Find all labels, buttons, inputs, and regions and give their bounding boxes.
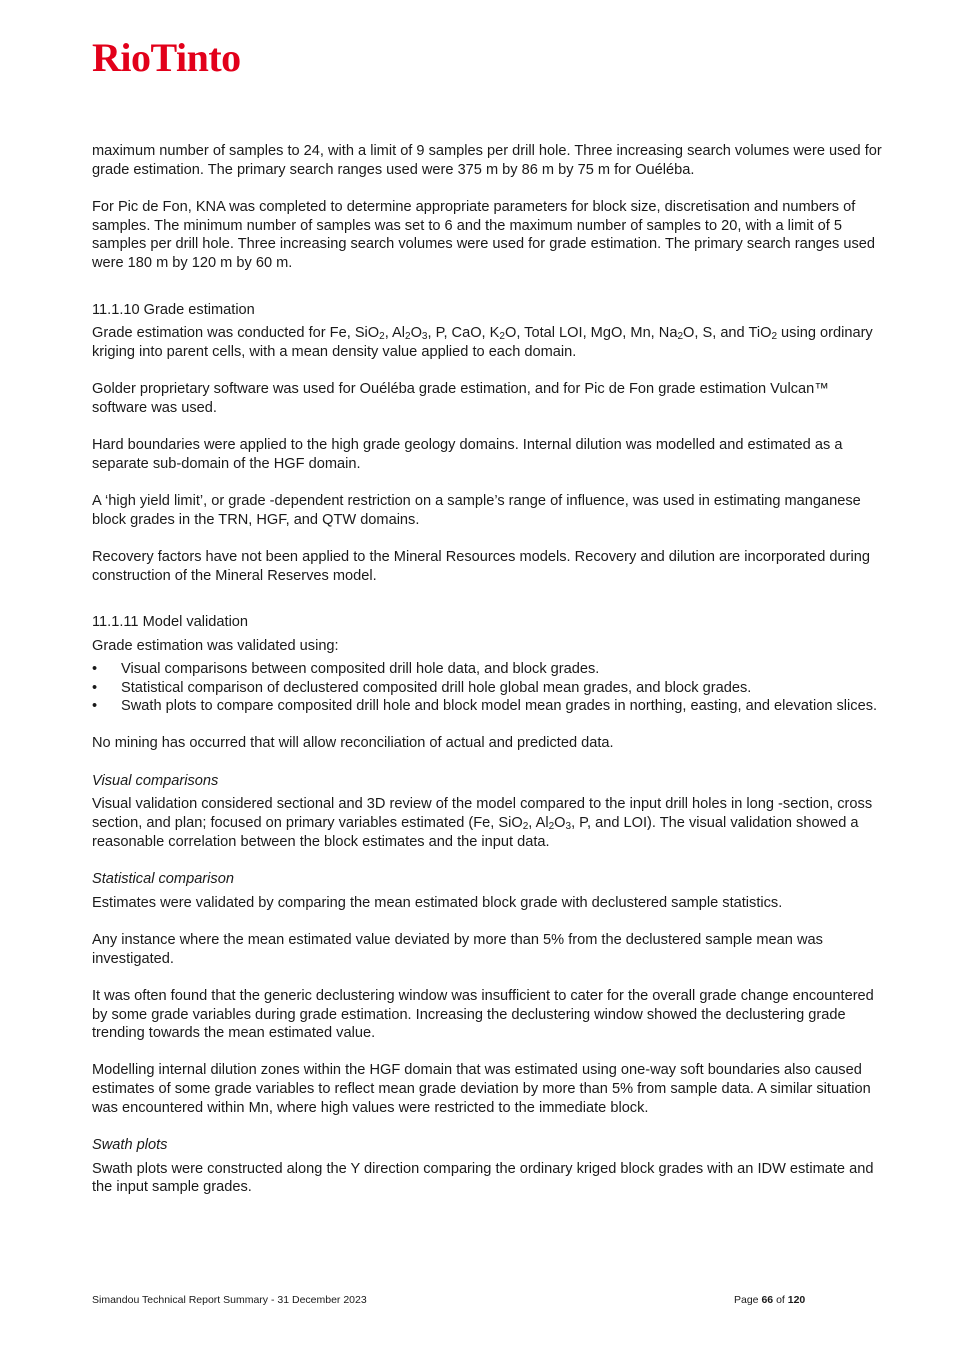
- subscript: 3: [421, 331, 428, 343]
- text-run: O: [554, 815, 566, 832]
- grade-estimation-paragraph-2: Golder proprietary software was used for Ouéléba grade estimation, and for Pic de Fon grade estimation Vulcan™ software was used.: [92, 381, 829, 417]
- grade-estimation-paragraph-4: A ‘high yield limit’, or grade -dependent restriction on a sample’s range of influence, was used in estimating manganese block grades in the TRN, HGF, and QTW domains.: [92, 493, 861, 528]
- bullet-icon: •: [92, 698, 98, 715]
- bullet-icon: •: [92, 660, 98, 677]
- list-item: [92, 679, 882, 698]
- grade-estimation-paragraph-5: Recovery factors have not been applied to the Mineral Resources models. Recovery and dilution are incorporated during construction of the Mineral Reserves model.: [92, 549, 870, 584]
- statistical-paragraph-4: Modelling internal dilution zones within the HGF domain that was estimated using one-way soft boundaries also caused estimates of some grade variables to reflect mean grade deviation by more than 5% from sample data. A similar situation was encountered within Mn, where high values were restricted to the immediate block.: [92, 1062, 871, 1116]
- swath-plots-paragraph: Swath plots were constructed along the Y direction comparing the ordinary kriged block grades with an IDW estimate and the input sample grades.: [92, 1160, 874, 1196]
- model-validation-intro: Grade estimation was validated using:: [92, 638, 339, 655]
- bullet-icon: •: [92, 679, 98, 696]
- current-page: 66: [761, 1294, 774, 1306]
- list-item-text: Statistical comparison of declustered composited drill hole global mean grades, and block grades.: [121, 679, 752, 696]
- statistical-paragraph-3: It was often found that the generic declustering window was insufficient to cater for the overall grade change encountered by some grade variables during grade estimation. Increasing the declustering window showed the declustering grade trending towards the mean estimated value.: [92, 987, 874, 1042]
- subscript: 2: [522, 821, 529, 833]
- subscript: 2: [499, 331, 505, 343]
- subscript: 2: [405, 331, 411, 343]
- list-item-text: Visual comparisons between composited drill hole data, and block grades.: [121, 660, 600, 677]
- subscript: 2: [379, 331, 385, 343]
- intro-paragraph-2: For Pic de Fon, KNA was completed to determine appropriate parameters for block size, discretisation and numbers of samples. The minimum number of samples was set to 6 and the maximum number of samples to 20, with a limit of 5 samples per drill hole. Three increasing search volumes were used for grade estimation. The primary search ranges used were 180 m by 120 m by 60 m.: [92, 198, 876, 272]
- grade-estimation-paragraph-3: Hard boundaries were applied to the high grade geology domains. Internal dilution was modelled and estimated as a separate sub-domain of the HGF domain.: [92, 437, 843, 472]
- page-content: [92, 142, 882, 1216]
- list-item: [92, 697, 882, 716]
- rio-tinto-logo: RioTinto: [92, 35, 241, 80]
- list-item: [92, 660, 882, 679]
- validation-methods-list: [92, 660, 882, 716]
- grade-estimation-paragraph-1: [92, 324, 882, 361]
- footer-report-title: Simandou Technical Report Summary - 31 December 2023: [92, 1294, 367, 1306]
- subscript: 3: [565, 821, 572, 833]
- list-item-text: Swath plots to compare composited drill hole and block model mean grades in northing, easting, and elevation slices.: [121, 698, 878, 715]
- subscript: 2: [677, 331, 684, 343]
- text-run: O, Total LOI, MgO, Mn, Na: [504, 325, 678, 342]
- text-run: O, S, and TiO: [683, 325, 772, 342]
- page-label: Page: [734, 1294, 759, 1306]
- text-run: Visual validation considered sectional and 3D review of the model compared to the input drill holes in long -section, cross section, and plan; focused on primary variables estimated (Fe, SiO: [92, 796, 873, 832]
- text-run: O: [410, 325, 422, 342]
- subheading-swath-plots: Swath plots: [92, 1137, 168, 1154]
- of-label: of: [776, 1294, 785, 1306]
- total-pages: 120: [787, 1294, 806, 1306]
- intro-paragraph-1: maximum number of samples to 24, with a limit of 9 samples per drill hole. Three increasing search volumes were used for grade estimation. The primary search ranges used were 375 m by 86 m by 75 m for Ouéléba.: [92, 143, 882, 178]
- no-mining-paragraph: No mining has occurred that will allow reconciliation of actual and predicted data.: [92, 735, 614, 752]
- text-run: , P, and LOI). The visual validation showed a reasonable correlation between the block estimates and the input data.: [92, 815, 859, 850]
- footer-page-number: [734, 1294, 805, 1306]
- subscript: 2: [771, 331, 777, 343]
- visual-comparisons-paragraph: [92, 795, 882, 851]
- text-run: Grade estimation was conducted for Fe, SiO: [92, 325, 380, 342]
- statistical-paragraph-2: Any instance where the mean estimated value deviated by more than 5% from the declustered sample mean was investigated.: [92, 931, 823, 967]
- section-heading-grade-estimation: 11.1.10 Grade estimation: [92, 301, 255, 318]
- text-run: , P, CaO, K: [427, 325, 500, 342]
- section-heading-model-validation: 11.1.11 Model validation: [92, 614, 249, 631]
- statistical-paragraph-1: Estimates were validated by comparing the mean estimated block grade with declustered sample statistics.: [92, 894, 783, 911]
- text-run: , Al: [528, 815, 549, 832]
- subscript: 2: [548, 821, 555, 833]
- subheading-visual-comparisons: Visual comparisons: [92, 772, 219, 789]
- subheading-statistical-comparison: Statistical comparison: [92, 870, 234, 887]
- text-run: using ordinary kriging into parent cells, with a mean density value applied to each domain.: [92, 325, 873, 361]
- text-run: , Al: [384, 325, 405, 342]
